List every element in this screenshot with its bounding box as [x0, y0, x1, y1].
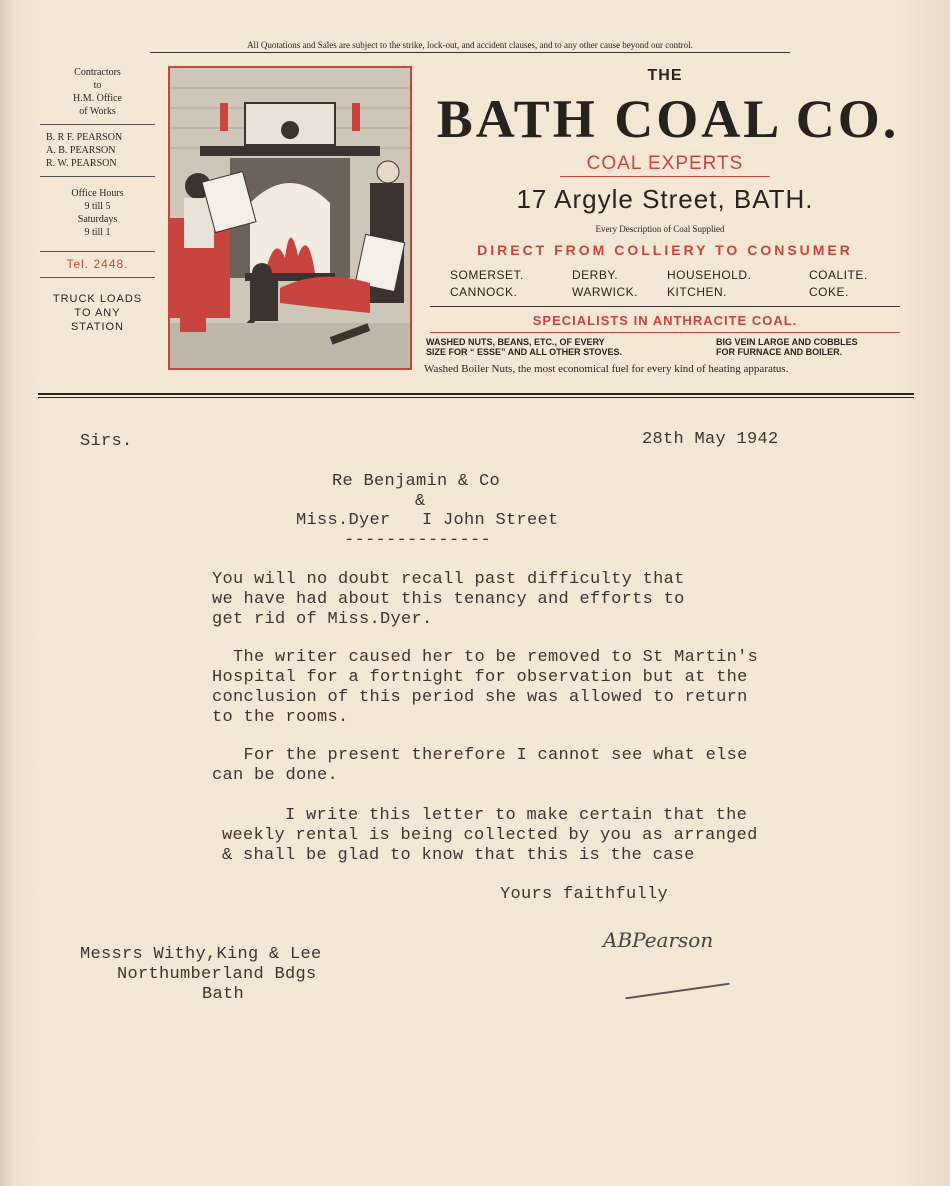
company-the: THE — [647, 67, 683, 84]
text-line: conclusion of this period she was allowed to return — [212, 688, 748, 707]
text-line: The writer caused her to be removed to St Martin's — [212, 648, 759, 667]
re-line: Miss.Dyer I John Street — [296, 511, 559, 530]
paragraph-1 — [212, 570, 685, 630]
coal-type: WARWICK. — [572, 285, 638, 299]
text-line: You will no doubt recall past difficulty that — [212, 570, 685, 589]
contractors-line: of Works — [79, 106, 116, 117]
telephone-number: Tel. 2448. — [66, 257, 129, 271]
divider — [40, 277, 155, 278]
washed-nuts-line: SIZE FOR “ ESSE” AND ALL OTHER STOVES. — [426, 347, 623, 357]
recipient-line: Messrs Withy,King & Lee — [80, 945, 322, 964]
text-line: can be done. — [212, 766, 339, 785]
coal-types-grid — [450, 268, 900, 299]
recipient-line: Bath — [202, 985, 245, 1004]
text-line: get rid of Miss.Dyer. — [212, 610, 433, 629]
washed-nuts-line: WASHED NUTS, BEANS, ETC., OF EVERY — [426, 337, 605, 347]
coal-type: SOMERSET. — [450, 268, 524, 282]
coal-type: KITCHEN. — [667, 285, 728, 299]
signature: ABPearson — [603, 928, 714, 952]
fireside-scene-image — [170, 68, 410, 368]
letter-date: 28th May 1942 — [642, 430, 779, 449]
recipient-address — [80, 945, 322, 1005]
coal-type: CANNOCK. — [450, 285, 518, 299]
office-hours-line: Saturdays — [77, 214, 118, 225]
partner-name: B. R F. PEARSON — [46, 132, 123, 143]
salutation: Sirs. — [80, 432, 133, 451]
direct-slogan: DIRECT FROM COLLIERY TO CONSUMER — [477, 242, 853, 258]
text-line: For the present therefore I cannot see what else — [212, 746, 748, 765]
truck-loads-block — [40, 292, 155, 334]
coal-type: HOUSEHOLD. — [667, 268, 752, 282]
paragraph-2 — [212, 648, 758, 728]
text-line: Hospital for a fortnight for observation but at the — [212, 668, 748, 687]
re-line: Re Benjamin & Co — [332, 472, 501, 491]
truck-loads-line: STATION — [70, 321, 125, 333]
truck-loads-line: TO ANY — [74, 307, 121, 319]
coal-type: DERBY. — [572, 268, 619, 282]
office-hours-line: 9 till 1 — [84, 227, 111, 238]
office-hours-line: Office Hours — [71, 188, 124, 199]
coal-type: COALITE. — [809, 268, 868, 282]
text-line: I write this letter to make certain that the — [222, 806, 748, 825]
text-line: we have had about this tenancy and efforts to — [212, 590, 685, 609]
washed-nuts-text — [426, 337, 676, 357]
coal-type: COKE. — [809, 285, 849, 299]
re-line: & — [415, 492, 426, 511]
contractors-line: Contractors — [74, 67, 121, 78]
re-underline: -------------- — [344, 531, 492, 550]
fireside-illustration — [168, 66, 412, 370]
text-line: to the rooms. — [212, 708, 349, 727]
specialists-slogan: SPECIALISTS IN ANTHRACITE COAL. — [532, 313, 798, 328]
text-line: weekly rental is being collected by you as arranged — [222, 826, 758, 845]
office-hours-line: 9 till 5 — [84, 201, 111, 212]
letterhead-rule — [38, 393, 914, 398]
contractors-block — [40, 66, 155, 334]
closing: Yours faithfully — [500, 885, 669, 904]
big-vein-line: FOR FURNACE AND BOILER. — [716, 347, 843, 357]
paragraph-3 — [212, 746, 748, 786]
divider — [40, 176, 155, 177]
recipient-line: Northumberland Bdgs — [117, 965, 317, 984]
company-tagline: COAL EXPERTS — [560, 153, 770, 177]
boiler-nuts-text: Washed Boiler Nuts, the most economical fuel for every kind of heating apparatus. — [424, 363, 789, 375]
company-name: BATH COAL CO. — [436, 89, 900, 149]
divider — [40, 251, 155, 252]
company-address: 17 Argyle Street, BATH. — [516, 184, 814, 214]
divider — [430, 332, 900, 333]
contractors-line: H.M. Office — [73, 93, 122, 104]
divider — [430, 306, 900, 307]
partner-name: R. W. PEARSON — [46, 158, 117, 169]
big-vein-line: BIG VEIN LARGE AND COBBLES — [716, 337, 858, 347]
divider — [40, 124, 155, 125]
paragraph-4 — [222, 806, 758, 866]
big-vein-text — [716, 337, 906, 357]
coal-description: Every Description of Coal Supplied — [595, 224, 725, 234]
partner-name: A. B. PEARSON — [46, 145, 116, 156]
text-line: & shall be glad to know that this is the case — [222, 846, 695, 865]
truck-loads-line: TRUCK LOADS — [52, 293, 143, 305]
contractors-line: to — [93, 80, 102, 91]
conditions-text: All Quotations and Sales are subject to the strike, lock-out, and accident clauses, and to any other cause beyond our control. — [150, 40, 790, 53]
